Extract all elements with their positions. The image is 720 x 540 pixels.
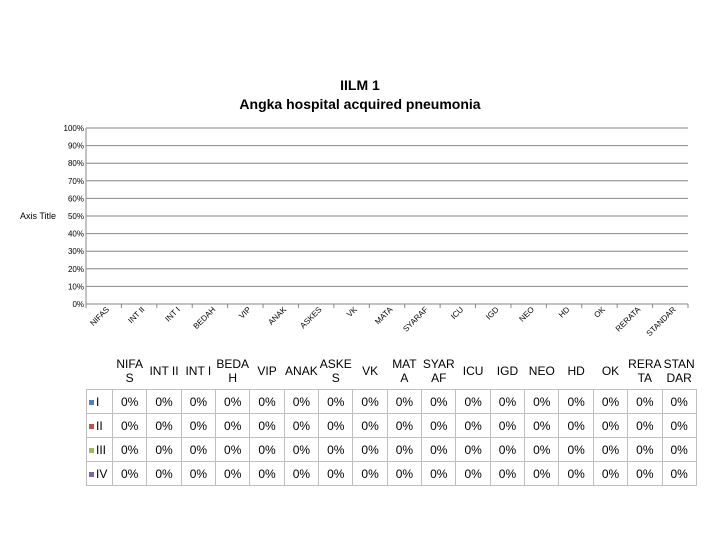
data-label: 0%	[319, 462, 353, 486]
y-tick-label: 30%	[67, 247, 84, 257]
table-row	[87, 438, 697, 462]
data-label: 0%	[559, 390, 593, 414]
data-label: 0%	[353, 462, 387, 486]
data-label: 0%	[284, 414, 318, 438]
data-label: 0%	[250, 462, 284, 486]
data-label: 0%	[284, 438, 318, 462]
y-tick-label: 20%	[67, 264, 84, 274]
y-tick-label: 70%	[67, 176, 84, 186]
data-label: 0%	[147, 438, 181, 462]
data-label: 0%	[113, 438, 147, 462]
chart-title: IILM 1	[340, 77, 380, 93]
data-label: 0%	[353, 390, 387, 414]
data-label: 0%	[525, 414, 559, 438]
data-label: 0%	[181, 414, 215, 438]
legend-label: IV	[96, 466, 108, 481]
data-label: 0%	[422, 438, 456, 462]
data-label: 0%	[250, 414, 284, 438]
data-label: 0%	[147, 414, 181, 438]
x-tick-label: INT I	[163, 305, 182, 324]
data-label: 0%	[525, 438, 559, 462]
data-label: 0%	[387, 462, 421, 486]
x-tick-label: NIFAS	[88, 305, 112, 328]
y-tick-label: 10%	[67, 282, 84, 292]
data-label: 0%	[628, 390, 662, 414]
table-column-header: ASKE S	[319, 357, 352, 385]
data-label: 0%	[216, 438, 250, 462]
data-label: 0%	[113, 414, 147, 438]
x-tick-label: IGD	[484, 305, 501, 322]
data-label: 0%	[559, 462, 593, 486]
legend-entry	[87, 390, 113, 414]
data-label: 0%	[422, 390, 456, 414]
data-label: 0%	[387, 438, 421, 462]
data-label: 0%	[422, 414, 456, 438]
y-tick-label: 50%	[67, 212, 84, 221]
table-row	[87, 462, 697, 486]
data-label: 0%	[593, 390, 627, 414]
x-tick-label: RERATA	[613, 305, 643, 334]
table-column-header: BEDA H	[216, 357, 250, 385]
data-label: 0%	[490, 414, 524, 438]
x-tick-label: INT II	[126, 305, 147, 326]
data-label: 0%	[456, 390, 490, 414]
data-label: 0%	[662, 414, 696, 438]
table-column-header: RERA TA	[628, 357, 662, 385]
table-column-header: NEO	[528, 364, 555, 378]
x-tick-label: ANAK	[266, 305, 289, 327]
data-label: 0%	[284, 462, 318, 486]
data-label: 0%	[456, 462, 490, 486]
data-label: 0%	[490, 462, 524, 486]
legend-entry	[87, 438, 113, 462]
data-label: 0%	[387, 414, 421, 438]
x-tick-label: BEDAH	[191, 305, 218, 331]
data-label: 0%	[490, 390, 524, 414]
legend-label: III	[96, 442, 107, 457]
table-header-row	[87, 353, 697, 390]
legend-label: I	[96, 394, 100, 409]
data-label: 0%	[422, 462, 456, 486]
x-tick-label: MATA	[373, 305, 395, 327]
data-label: 0%	[490, 438, 524, 462]
data-label: 0%	[353, 414, 387, 438]
x-tick-label: STANDAR	[644, 305, 678, 339]
data-label: 0%	[387, 390, 421, 414]
legend-key-icon	[89, 400, 94, 405]
table-column-header: NIFAS	[116, 357, 143, 385]
y-tick-label: 0%	[72, 300, 84, 309]
data-label: 0%	[593, 438, 627, 462]
x-tick-label: VIP	[237, 305, 253, 321]
data-label: 0%	[525, 462, 559, 486]
legend-key-icon	[89, 472, 94, 477]
y-tick-label: 80%	[67, 159, 84, 169]
y-axis-title: Axis Title	[20, 211, 57, 221]
data-label: 0%	[284, 390, 318, 414]
data-label: 0%	[628, 438, 662, 462]
data-label: 0%	[216, 390, 250, 414]
data-label: 0%	[662, 438, 696, 462]
table-column-header: INT I	[185, 364, 212, 378]
data-label: 0%	[147, 390, 181, 414]
legend-entry	[87, 462, 113, 486]
y-tick-label: 60%	[67, 194, 84, 204]
data-label: 0%	[662, 390, 696, 414]
data-label: 0%	[181, 390, 215, 414]
table-column-header: HD	[567, 364, 585, 378]
table-column-header: VIP	[257, 364, 277, 378]
table-column-header: ANAK	[285, 364, 318, 378]
data-label: 0%	[628, 414, 662, 438]
data-label: 0%	[147, 462, 181, 486]
table-corner	[87, 353, 113, 390]
data-label: 0%	[113, 462, 147, 486]
data-label: 0%	[319, 390, 353, 414]
x-tick-label: VK	[345, 305, 360, 319]
x-tick-label: ASKES	[298, 305, 324, 331]
data-label: 0%	[456, 414, 490, 438]
data-label: 0%	[559, 438, 593, 462]
legend-key-icon	[89, 448, 94, 453]
table-column-header: MAT A	[392, 357, 417, 385]
x-tick-label: ICU	[449, 305, 466, 322]
table-column-header: OK	[601, 364, 620, 378]
data-label: 0%	[628, 462, 662, 486]
data-label: 0%	[216, 462, 250, 486]
x-tick-label: HD	[556, 305, 572, 320]
y-tick-label: 90%	[67, 141, 84, 151]
data-label: 0%	[353, 438, 387, 462]
data-label: 0%	[593, 462, 627, 486]
legend-label: II	[96, 418, 103, 433]
data-label: 0%	[319, 414, 353, 438]
data-label: 0%	[456, 438, 490, 462]
x-tick-label: SYARAF	[401, 305, 430, 334]
legend-entry	[87, 414, 113, 438]
chart-subtitle: Angka hospital acquired pneumonia	[239, 96, 481, 112]
data-label: 0%	[662, 462, 696, 486]
table-row	[87, 414, 697, 438]
data-label: 0%	[216, 414, 250, 438]
table-column-header: VK	[362, 364, 379, 378]
table-row	[87, 390, 697, 414]
table-column-header: ICU	[462, 364, 484, 378]
data-label: 0%	[181, 462, 215, 486]
table-column-header: IGD	[496, 364, 519, 378]
data-label: 0%	[113, 390, 147, 414]
table-column-header: SYAR AF	[422, 357, 455, 385]
x-tick-label: NEO	[517, 305, 537, 324]
x-tick-label: OK	[592, 305, 607, 320]
y-tick-label: 40%	[67, 229, 84, 239]
data-label: 0%	[250, 390, 284, 414]
data-label: 0%	[250, 438, 284, 462]
table-column-header: INT II	[149, 364, 179, 378]
data-label: 0%	[593, 414, 627, 438]
data-label: 0%	[319, 438, 353, 462]
data-table	[86, 353, 697, 486]
data-label: 0%	[181, 438, 215, 462]
data-label: 0%	[525, 390, 559, 414]
y-tick-label: 100%	[63, 124, 84, 133]
legend-key-icon	[89, 424, 94, 429]
data-label: 0%	[559, 414, 593, 438]
table-column-header: STAN DAR	[663, 357, 695, 385]
